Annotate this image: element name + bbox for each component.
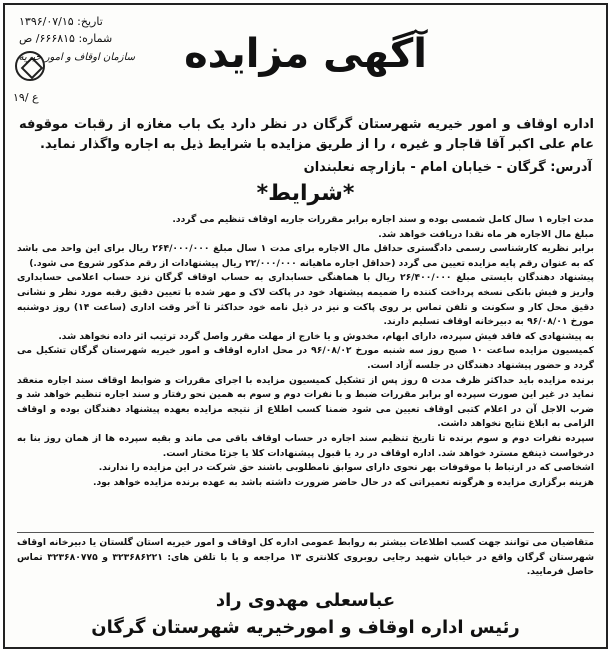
condition-item: برابر نظریه کارشناسی رسمی دادگستری حداقل مال الاجاره برای مدت ۱ سال مبلغ ۲۶۴/۰۰۰/۰۰۰ ریال برای این واحد می باشد که به عنوان رقم پایه مزایده تعیین می گردد (حداقل اجاره ماهیانه ۲۲/۰۰۰/۰۰۰ ریال پیشنهادات از رقم مذکور شروع می شود.) (17, 243, 594, 269)
notice-frame (3, 3, 608, 649)
signatory-name: عباسعلی مهدوی راد (215, 590, 396, 611)
intro-paragraph: اداره اوقاف و امور خیریه شهرستان گرگان در نظر دارد یک باب مغازه از رقبات موقوفه عام علی اکبر آقا قاجار و غیره ، را از طریق مزایده با شرایط ذیل به اجاره واگذار نماید. (19, 117, 594, 152)
condition-item: مبلغ مال الاجاره هر ماه نقدا دریافت خواهد شد. (378, 228, 594, 240)
condition-item: اشخاصی که در ارتباط با موقوفات بهر نحوی دارای سوابق نامطلوبی باشند حق شرکت در این مزایده را ندارند. (98, 462, 594, 474)
condition-item: هزینه برگزاری مزایده و هرگونه تعمیراتی که در حال حاضر ضرورت داشته باشد به عهده برنده مزایده خواهد بود. (92, 476, 594, 488)
contact-footer: متقاضیان می توانند جهت کسب اطلاعات بیشتر به روابط عمومی اداره کل اوقاف و امور خیریه استان گلستان یا دبیرخانه اوقاف شهرستان گرگان واقع در خیابان شهید رجایی روبروی کلانتری ۱۳ مراجعه و یا با تلفن های: ۳۲۳۶۸۶۲۲۱ و ۳۲۳۶۸۰۷۷۵ تماس حاصل فرمایید. (17, 532, 594, 580)
condition-item: برنده مزایده باید حداکثر ظرف مدت ۵ روز پس از تشکیل کمیسیون مزایده با اجرای مقررات و ضوابط اوقاف سند اجاره منعقد نماید در غیر این صورت سپرده او برابر مقررات ضبط و با نفرات دوم و سوم به همین نحو رفتار و سند اجاره تنظیم خواهد شد و ضرب الاجل آن در اعلام کتبی اوقاف تعیین می شود ضمنا کسب اطلاع از نتیجه مزایده بعهده پیشنهاد دهندگان بوده و اوقاف الزامی به ابلاغ نتایج نخواهد داشت. (17, 374, 594, 430)
notice-title: آگهی مزایده (184, 31, 427, 77)
signatory-title: رئیس اداره اوقاف و امورخیریه شهرستان گرگان (91, 617, 520, 638)
condition-item: به پیشنهادی که فاقد فیش سپرده، دارای ابهام، مخدوش و یا خارج از مهلت مقرر واصل گردد ترتیب اثر داده نخواهد شد. (58, 330, 594, 342)
condition-item: سپرده نفرات دوم و سوم برنده تا تاریخ تنظیم سند اجاره در حساب اوقاف باقی می ماند و بقیه سپرده ها از همان روز بنا به درخواست ذینفع مسترد خواهد شد. اداره اوقاف در رد یا قبول پیشنهادات کلا یا جزئا مختار است. (17, 432, 594, 459)
date-label: تاریخ: ۱۳۹۶/۰۷/۱۵ (19, 15, 103, 28)
page-code: ۱۹/ ع (13, 91, 39, 104)
conditions-title: *شرایط* (256, 181, 355, 206)
number-label: شماره: ۶۶۶۸۱۵/ ص (19, 32, 113, 45)
conditions-list (17, 213, 594, 490)
condition-item: کمیسیون مزایده ساعت ۱۰ صبح روز سه شنبه مورخ ۹۶/۰۸/۰۲ در محل اداره اوقاف و امور خیریه شهرستان گرگان تشکیل می گردد و حضور پیشنهاد دهندگان در جلسه آزاد است. (17, 345, 594, 371)
condition-item: مدت اجاره ۱ سال کامل شمسی بوده و سند اجاره برابر مقررات جاریه اوقاف تنظیم می گردد. (172, 214, 594, 225)
condition-item: پیشنهاد دهندگان بایستی مبلغ ۲۶/۴۰۰/۰۰۰ ریال با هماهنگی حسابداری به حساب اوقاف گرگان نزد حساب اعلامی حسابداری واریز و فیش بانکی نسخه پرداخت کننده را ضمیمه پیشنهاد خود در پاکت لاک و مهر شده با تعیین دقیق رقبه مورد نظر و نشانی دقیق محل کار و سکونت و تلفن تماس بر روی پاکت و نیز در ذیل نامه خود حداکثر تا آخر وقت اداری (ساعت ۱۴) روز دوشنبه مورخ ۹۶/۰۸/۰۱ به دبیرخانه اوقاف تسلیم دارند. (17, 272, 594, 328)
address-line: آدرس: گرگان - خیابان امام - بازارچه نعلبندان (303, 160, 592, 175)
org-logo-caption: سازمان اوقاف و امور خیریه (18, 52, 135, 63)
